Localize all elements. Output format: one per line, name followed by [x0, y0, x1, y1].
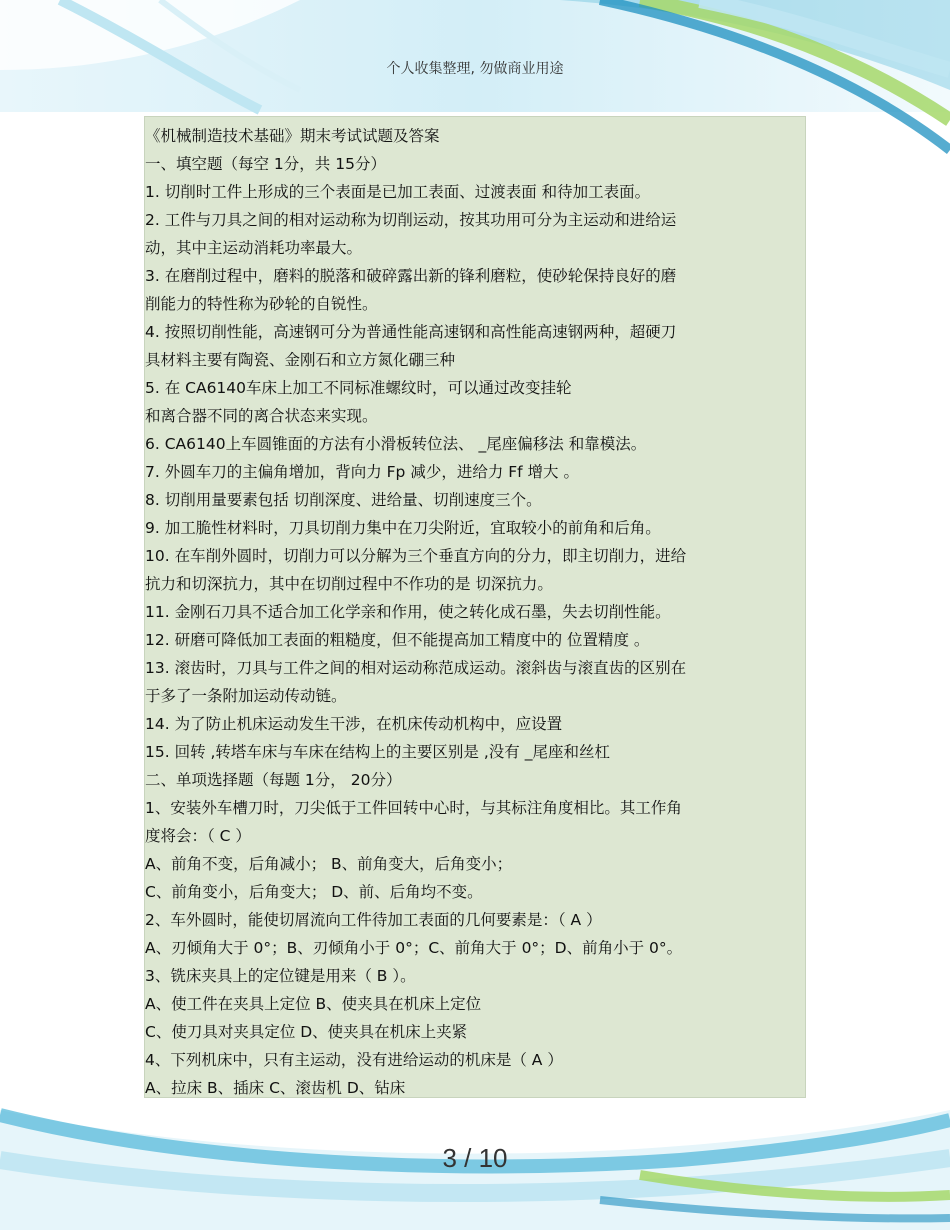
section-heading-single-choice: 二、单项选择题（每题 1分， 20分）: [145, 771, 402, 789]
text-line: 1、安装外车槽刀时，刀尖低于工件回转中心时，与其标注角度相比。其工作角: [145, 799, 682, 817]
text-line: A、使工件在夹具上定位 B、使夹具在机床上定位: [145, 995, 482, 1013]
text-line: 度将会：（ C ）: [145, 827, 251, 845]
text-line: 15. 回转 ,转塔车床与车床在结构上的主要区别是 ,没有 _尾座和丝杠: [145, 743, 610, 761]
text-line: 和离合器不同的离合状态来实现。: [145, 407, 378, 425]
text-line: 13. 滚齿时，刀具与工件之间的相对运动称范成运动。滚斜齿与滚直齿的区别在: [145, 659, 687, 677]
text-line: 14. 为了防止机床运动发生干涉，在机床传动机构中，应设置: [145, 715, 563, 733]
text-line: C、前角变小，后角变大； D、前、后角均不变。: [145, 883, 483, 901]
text-line: 12. 研磨可降低加工表面的粗糙度，但不能提高加工精度中的 位置精度 。: [145, 631, 650, 649]
text-line: 4. 按照切削性能，高速钢可分为普通性能高速钢和高性能高速钢两种，超硬刀: [145, 323, 677, 341]
text-line: 4、下列机床中，只有主运动，没有进给运动的机床是（ A ）: [145, 1051, 563, 1069]
text-line: 5. 在 CA6140车床上加工不同标准螺纹时，可以通过改变挂轮: [145, 379, 572, 397]
document-body: [145, 122, 785, 1102]
text-line: 于多了一条附加运动传动链。: [145, 687, 347, 705]
text-line: 10. 在车削外圆时，切削力可以分解为三个垂直方向的分力，即主切削力，进给: [145, 547, 687, 565]
text-line: 2. 工件与刀具之间的相对运动称为切削运动，按其功用可分为主运动和进给运: [145, 211, 677, 229]
text-line: 动，其中主运动消耗功率最大。: [145, 239, 363, 257]
text-line: 2、车外圆时，能使切屑流向工件待加工表面的几何要素是：（ A ）: [145, 911, 602, 929]
text-line: 9. 加工脆性材料时，刀具切削力集中在刀尖附近，宜取较小的前角和后角。: [145, 519, 661, 537]
text-line: A、前角不变，后角减小； B、前角变大，后角变小；: [145, 855, 513, 873]
text-line: 7. 外圆车刀的主偏角增加，背向力 Fp 减少，进给力 Ff 增大 。: [145, 463, 579, 481]
text-line: A、刃倾角大于 0°；B、刃倾角小于 0°；C、前角大于 0°；D、前角小于 0°。: [145, 939, 683, 957]
page-number: 3 / 10: [442, 1143, 508, 1173]
text-line: A、拉床 B、插床 C、滚齿机 D、钻床: [145, 1079, 406, 1097]
header-note: 个人收集整理, 勿做商业用途: [386, 61, 564, 77]
text-line: 抗力和切深抗力，其中在切削过程中不作功的是 切深抗力。: [145, 575, 553, 593]
text-line: 11. 金刚石刀具不适合加工化学亲和作用，使之转化成石墨，失去切削性能。: [145, 603, 671, 621]
text-line: 8. 切削用量要素包括 切削深度、进给量、切削速度三个。: [145, 491, 542, 509]
text-line: 具材料主要有陶瓷、金刚石和立方氮化硼三种: [145, 351, 456, 369]
doc-title: 《机械制造技术基础》期末考试试题及答案: [145, 127, 440, 145]
section-heading-fill-blank: 一、填空题（每空 1分，共 15分）: [145, 155, 386, 173]
text-line: 削能力的特性称为砂轮的自锐性。: [145, 295, 378, 313]
text-line: 1. 切削时工件上形成的三个表面是已加工表面、过渡表面 和待加工表面。: [145, 183, 651, 201]
text-line: 3. 在磨削过程中，磨料的脱落和破碎露出新的锋利磨粒，使砂轮保持良好的磨: [145, 267, 677, 285]
text-line: 3、铣床夹具上的定位键是用来（ B ）。: [145, 967, 416, 985]
text-line: 6. CA6140上车圆锥面的方法有小滑板转位法、 _尾座偏移法 和靠模法。: [145, 435, 647, 453]
text-line: C、使刀具对夹具定位 D、使夹具在机床上夹紧: [145, 1023, 468, 1041]
